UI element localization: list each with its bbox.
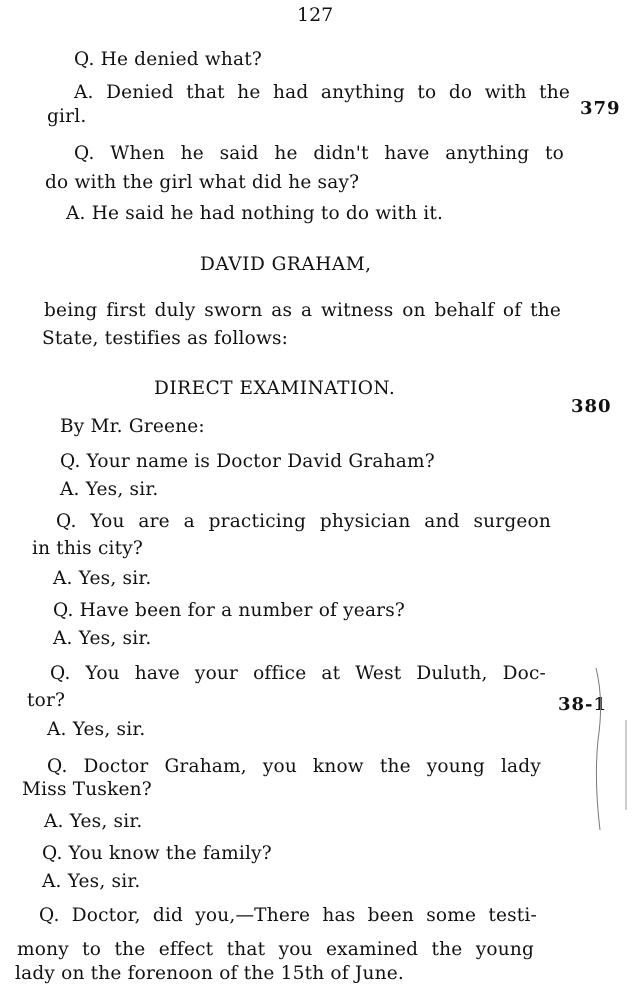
page-number: 127 [297,4,334,26]
transcript-line: Q. He denied what? [74,49,262,70]
examiner-line: By Mr. Greene: [60,416,205,437]
transcript-line: tor? [27,690,66,711]
transcript-line: lady on the forenoon of the 15th of June. [15,963,404,984]
transcript-line: Q. You are a practicing physician and surgeon [56,511,551,532]
transcript-line: girl. [47,106,87,127]
transcript-line: State, testifies as follows: [42,328,289,349]
transcript-line: A. Yes, sir. [53,568,152,589]
transcript-line: A. Yes, sir. [60,479,159,500]
margin-number: 38-1 [558,694,608,715]
transcript-line: Q. Doctor, did you,—There has been some testi- [39,905,537,926]
transcript-line: Q. Doctor Graham, you know the young lady [47,756,541,777]
transcript-line: Miss Tusken? [22,779,152,800]
transcript-line: in this city? [32,538,144,559]
transcript-line: A. Denied that he had anything to do with the [74,82,570,103]
transcript-line: A. Yes, sir. [47,719,146,740]
transcript-line: Q. Your name is Doctor David Graham? [60,451,435,472]
transcript-line: Q. You have your office at West Duluth, Doc- [50,663,546,684]
section-heading: DIRECT EXAMINATION. [154,378,396,399]
margin-number: 380 [571,396,612,417]
transcript-line: A. Yes, sir. [44,811,143,832]
witness-name: DAVID GRAHAM, [200,254,372,275]
transcript-line: Q. Have been for a number of years? [53,600,406,621]
transcript-line: mony to the effect that you examined the young [17,939,534,960]
transcript-line: being first duly sworn as a witness on behalf of the [44,300,561,321]
transcript-line: do with the girl what did he say? [45,172,360,193]
margin-number: 379 [580,98,621,119]
transcript-line: A. He said he had nothing to do with it. [66,203,444,224]
transcript-line: Q. You know the family? [42,843,272,864]
transcript-line: A. Yes, sir. [53,628,152,649]
margin-bracket-mark [590,660,636,840]
transcript-line: A. Yes, sir. [42,871,141,892]
transcript-line: Q. When he said he didn't have anything to [74,143,564,164]
